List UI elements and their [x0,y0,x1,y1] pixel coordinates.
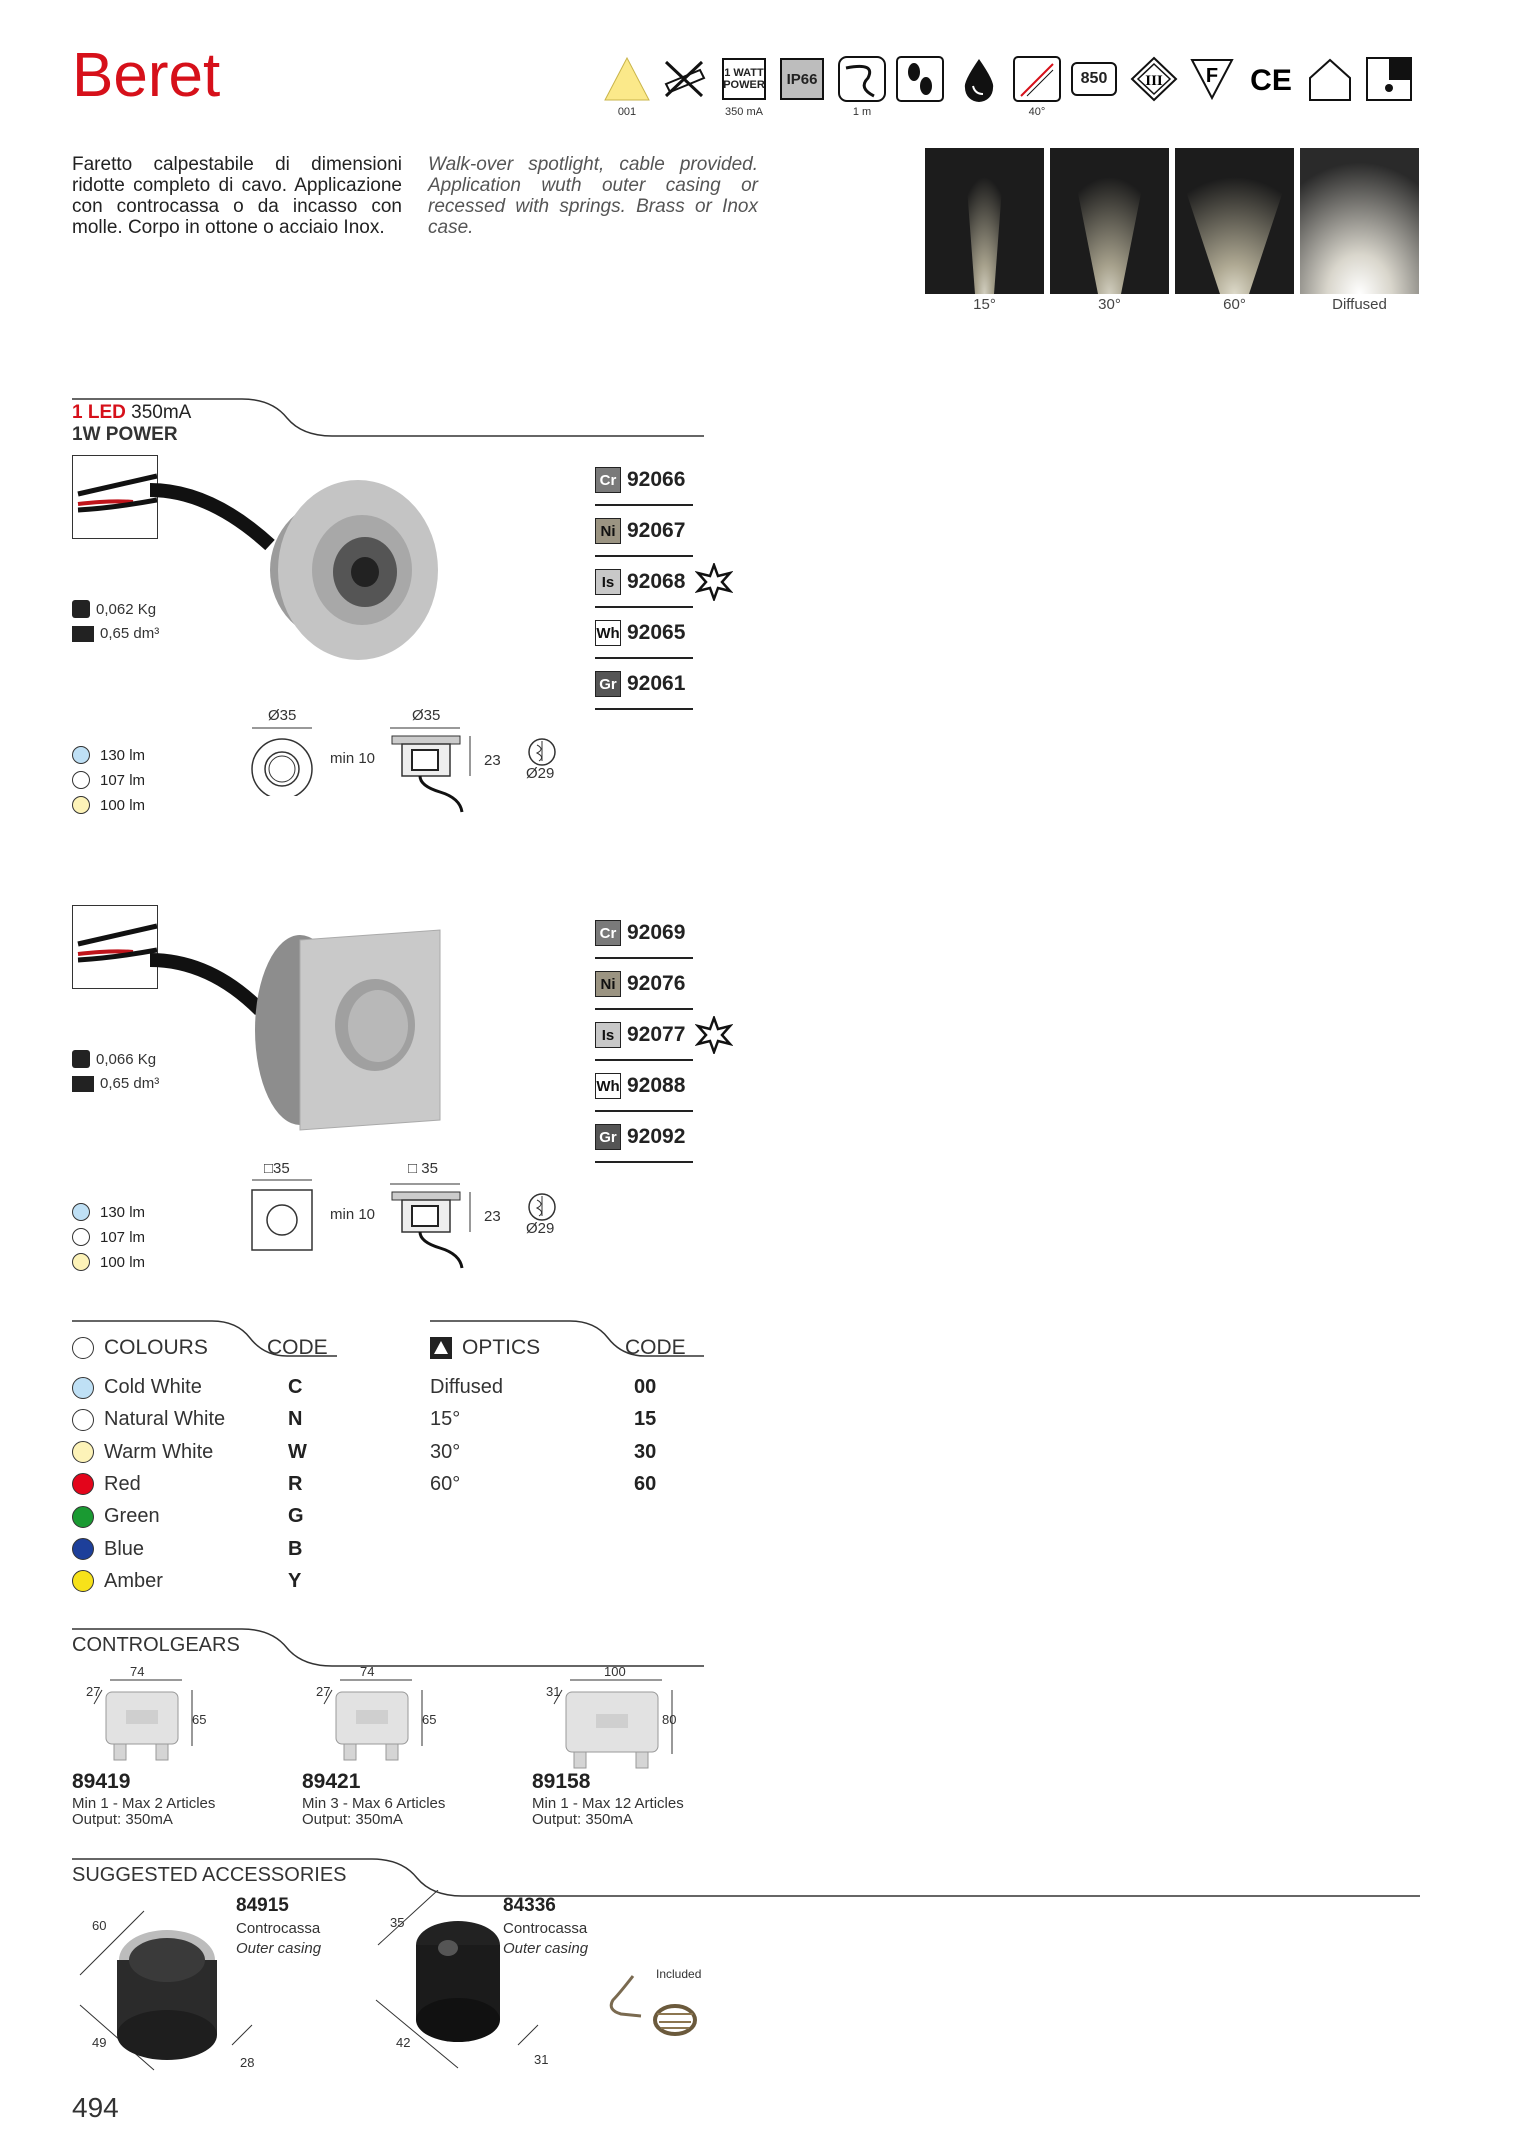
hole-icon [525,1190,559,1224]
volume-icon [72,1076,94,1092]
dim-label: 60 [92,1918,107,1933]
no-insulation-icon [660,55,708,103]
product-code: 92066 [627,468,686,491]
indoor-icon [1306,55,1354,103]
colour-code: W [288,1440,307,1463]
controlgear-output: Output: 350mA [72,1811,173,1828]
description-english: Walk-over spotlight, cable provided. Application wuth outer casing or recessed with springs. Brass or Inox case. [428,154,758,238]
controlgear-articles: Min 1 - Max 12 Articles [532,1795,684,1812]
controlgears-heading: CONTROLGEARS [72,1634,240,1656]
colour-swatch [72,1377,94,1399]
lumen-value: 100 lm [100,796,146,814]
colour-row [72,1538,144,1561]
dim-front-label: Ø35 [268,707,297,724]
ip66-icon-label: IP66 [780,58,824,100]
optic-code: 00 [634,1376,657,1398]
controlgear-drawing [302,1666,502,1781]
colour-row [72,1505,160,1528]
optic-code: 15 [634,1408,657,1431]
lumen-row-warm [72,796,145,814]
lumen-value: 100 lm [100,1253,146,1271]
controlgear-height: 65 [422,1712,437,1727]
dim-label: 31 [534,2052,549,2067]
f-mark-icon [1188,55,1236,103]
volume [72,625,159,642]
beam-caption: 30° [1098,296,1121,313]
beam-photo-60 [1175,148,1294,294]
colour-swatch [72,1441,94,1463]
dim-side-label: □ 35 [408,1160,438,1177]
product-code: 92067 [627,519,686,542]
star-icon [695,563,733,606]
dim-height-label: 23 [484,752,501,769]
colour-row [72,1570,163,1593]
water-drop-icon [955,55,1003,103]
beam-photo-15 [925,148,1044,294]
optic-label: 30° [430,1440,461,1463]
colour-swatch [72,1538,94,1560]
dim-min-label: min 10 [330,1206,376,1223]
led-current: 350mA [131,402,192,423]
svg-text:F: F [1205,65,1219,87]
page-number: 494 [72,2092,119,2123]
optics-heading-label: OPTICS [462,1336,541,1359]
controlgear-articles: Min 1 - Max 2 Articles [72,1795,216,1812]
controlgear-code: 89421 [302,1770,361,1793]
controlgear-drawing [532,1666,732,1781]
controlgear-depth: 27 [86,1684,101,1699]
optic-code: 60 [634,1472,657,1495]
accessories-heading: SUGGESTED ACCESSORIES [72,1864,347,1886]
svg-text:III: III [1145,73,1163,89]
svg-text:CE: CE [1250,64,1292,97]
load-850-icon [1070,55,1118,103]
weight-icon [72,600,90,618]
volume-value: 0,65 dm³ [100,625,160,642]
colours-heading [72,1336,208,1360]
colour-label: Green [104,1505,160,1528]
colours-heading-label: COLOURS [104,1336,208,1359]
colours-code-heading: CODE [267,1336,328,1359]
volume [72,1075,159,1092]
product-photo-square [150,910,450,1155]
springs-icon [605,1970,715,2050]
controlgear-code: 89158 [532,1770,591,1793]
round-side-drawing [390,720,490,820]
optic-code: 30 [634,1440,657,1463]
beam-caption: 60° [1223,296,1246,313]
description-italian: Faretto calpestabile di dimensioni ridotte completo di cavo. Applicazione con controcassa o da incasso con molle. Corpo in ottone o acciaio Inox. [72,154,402,238]
lumen-row-warm [72,1253,145,1271]
dim-label: 35 [390,1915,405,1930]
lumen-row-cold [72,1203,145,1221]
yellow-triangle-icon [603,55,651,103]
controlgear-depth: 31 [546,1684,561,1699]
dim-label: 28 [240,2055,255,2070]
lumen-value: 107 lm [100,1228,146,1246]
cable-icon [838,55,886,103]
colour-label: Blue [104,1537,145,1560]
temperature-icon [1013,55,1061,103]
product-code-row [595,960,693,1010]
watt-power-icon-label: 1 WATT POWER [722,58,766,100]
finish-badge: Is [595,1022,621,1048]
product-photo-round [150,450,450,695]
controlgear-height: 80 [662,1712,677,1727]
cold-white-dot [72,746,90,764]
optic-label: 60° [430,1472,461,1495]
colour-row [72,1408,225,1431]
controlgear-width: 74 [130,1664,145,1679]
product-code: 92092 [627,1125,686,1148]
lumen-row-cold [72,746,145,764]
finish-badge: Gr [595,1124,621,1150]
dim-label: 49 [92,2035,107,2050]
lumen-value: 130 lm [100,1203,146,1221]
colour-label: Warm White [104,1440,214,1463]
accessories-divider [72,1858,1420,1898]
finish-badge: Is [595,569,621,595]
dim-hole-label: Ø29 [526,1220,555,1237]
square-side-drawing [390,1176,490,1276]
controlgear-drawing [72,1666,272,1781]
product-code-row [595,909,693,959]
lumen-value: 107 lm [100,771,146,789]
section-divider [72,398,704,438]
lumen-row-natural [72,771,145,789]
accessory-code: 84915 [236,1895,289,1916]
optics-code-heading: CODE [625,1336,686,1359]
dim-hole-label: Ø29 [526,765,555,782]
natural-white-dot [72,771,90,789]
icon-caption: 001 [617,106,637,118]
dim-height-label: 23 [484,1208,501,1225]
finish-badge: Gr [595,671,621,697]
dim-label: 42 [396,2035,411,2050]
finish-badge: Wh [595,620,621,646]
beam-photo-diffused [1300,148,1419,294]
colour-label: Amber [104,1569,163,1592]
product-code: 92069 [627,921,686,944]
colours-icon [72,1337,94,1359]
finish-badge: Cr [595,467,621,493]
round-front-drawing [248,724,320,796]
volume-value: 0,65 dm³ [100,1075,160,1092]
accessory-en: Outer casing [236,1940,322,1957]
colour-label: Red [104,1472,141,1495]
icon-caption: 1 m [852,106,872,118]
load-850-icon-label: 850 [1071,62,1117,96]
icon-caption: 40° [1028,106,1046,118]
controlgear-code: 89419 [72,1770,131,1793]
controlgear-height: 65 [192,1712,207,1727]
dim-side-label: Ø35 [412,707,441,724]
cable-thumbnail [72,905,158,989]
colour-code: B [288,1537,303,1560]
product-code-row [595,1011,693,1061]
product-code: 92088 [627,1074,686,1097]
square-front-drawing [248,1176,320,1256]
weight-value: 0,066 Kg [96,1050,157,1068]
walk-over-icon [896,55,944,103]
beam-photo-30 [1050,148,1169,294]
warm-white-dot [72,796,90,814]
colour-code: G [288,1505,304,1528]
power-label: 1W POWER [72,424,178,445]
optic-label: Diffused [430,1376,504,1398]
finish-badge: Cr [595,920,621,946]
colour-row [72,1441,213,1464]
cold-white-dot [72,1203,90,1221]
product-code: 92068 [627,570,686,593]
accessory-it: Controcassa [236,1920,321,1937]
beam-caption: Diffused [1332,296,1387,313]
product-code-row [595,456,693,506]
accessory-code: 84336 [503,1895,556,1916]
star-icon [695,1016,733,1059]
ce-mark-icon [1247,55,1295,103]
colour-swatch [72,1473,94,1495]
colour-swatch [72,1570,94,1592]
optics-icon [430,1337,452,1359]
colour-label: Natural White [104,1408,226,1431]
weight [72,1050,156,1068]
product-code-row [595,660,693,710]
page-title: Beret [72,41,221,110]
beam-caption: 15° [973,296,996,313]
colour-code: C [288,1376,303,1398]
weight [72,600,156,618]
led-count: 1 LED [72,402,126,423]
controlgears-divider [72,1628,704,1668]
class-iii-icon [1130,55,1178,103]
product-code: 92061 [627,672,686,695]
product-code: 92076 [627,972,686,995]
colour-label: Cold White [104,1376,202,1398]
product-code: 92065 [627,621,686,644]
product-code-row [595,558,693,608]
included-label: Included [656,1967,702,1981]
recessed-icon [1365,55,1413,103]
volume-icon [72,626,94,642]
natural-white-dot [72,1228,90,1246]
colour-swatch [72,1506,94,1528]
colour-code: N [288,1408,303,1431]
controlgear-output: Output: 350mA [532,1811,633,1828]
finish-badge: Ni [595,971,621,997]
icon-caption: 350 mA [725,106,763,118]
colour-code: Y [288,1569,302,1592]
product-code-row [595,507,693,557]
controlgear-width: 100 [604,1664,626,1679]
lumen-row-natural [72,1228,145,1246]
colour-row [72,1473,141,1496]
controlgear-depth: 27 [316,1684,331,1699]
finish-badge: Wh [595,1073,621,1099]
hole-icon [525,735,559,769]
colour-swatch [72,1409,94,1431]
accessory-it: Controcassa [503,1920,588,1937]
weight-value: 0,062 Kg [96,600,157,618]
product-code-row [595,1062,693,1112]
watt-power-icon [720,55,768,103]
ip66-icon [778,55,826,103]
cable-thumbnail [72,455,158,539]
product-code-row [595,1113,693,1163]
product-code: 92077 [627,1023,686,1046]
warm-white-dot [72,1253,90,1271]
controlgear-width: 74 [360,1664,375,1679]
colour-row [72,1376,202,1399]
optics-heading [430,1336,540,1360]
product-code-row [595,609,693,659]
controlgear-output: Output: 350mA [302,1811,403,1828]
colour-code: R [288,1472,303,1495]
accessory-en: Outer casing [503,1940,589,1957]
lumen-value: 130 lm [100,746,146,764]
finish-badge: Ni [595,518,621,544]
dim-front-label: □35 [264,1160,290,1177]
optic-label: 15° [430,1408,461,1431]
weight-icon [72,1050,90,1068]
dim-min-label: min 10 [330,750,376,767]
controlgear-articles: Min 3 - Max 6 Articles [302,1795,446,1812]
